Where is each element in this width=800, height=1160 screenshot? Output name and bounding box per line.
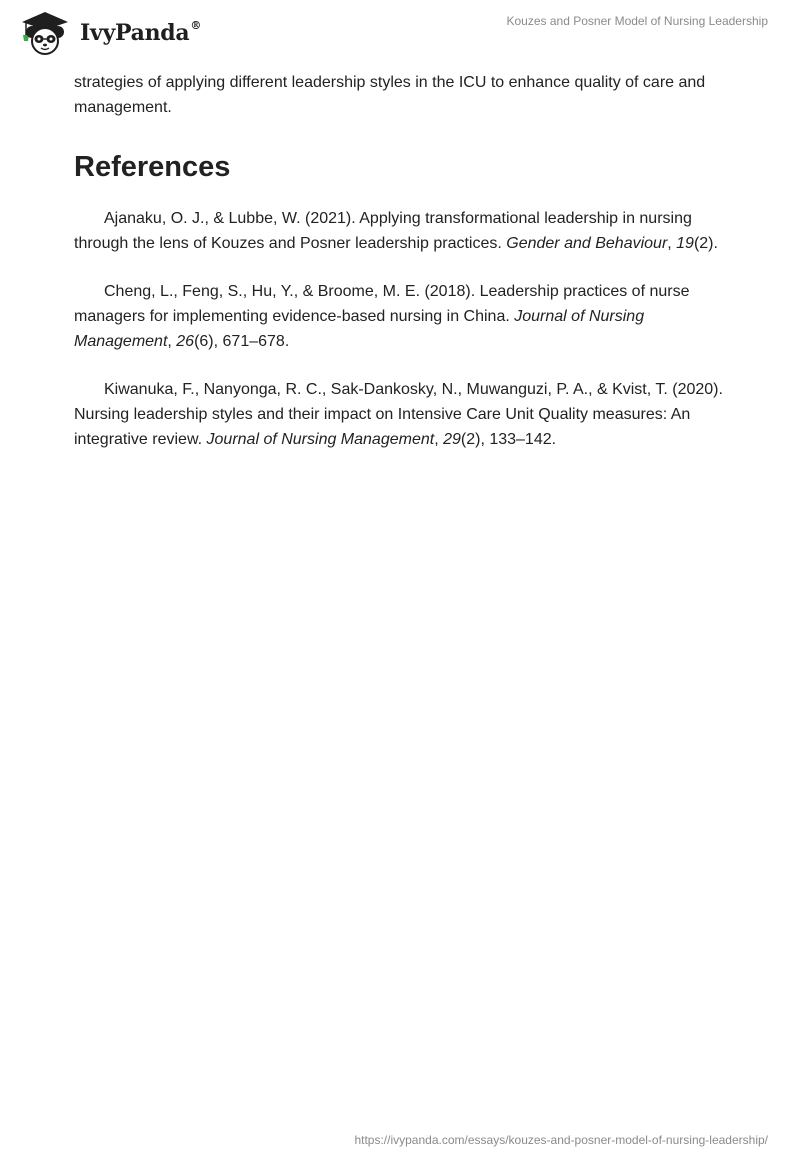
reference-item: Kiwanuka, F., Nanyonga, R. C., Sak-Dankosky, N., Muwanguzi, P. A., & Kvist, T. (2020). Nursing leadership styles and their impact on Intensive Care Unit Quality measures: An integrative review. Journal of Nursing Management, 29(2), 133–142. — [74, 381, 723, 448]
source-url-link[interactable]: https://ivypanda.com/essays/kouzes-and-posner-model-of-nursing-leadership/ — [354, 1133, 768, 1147]
page-content — [74, 70, 726, 452]
references-heading: References — [74, 151, 231, 183]
ivypanda-logo[interactable] — [14, 8, 201, 56]
page-header — [0, 0, 800, 60]
continued-paragraph: strategies of applying different leadership styles in the ICU to enhance quality of care and management. — [74, 74, 706, 116]
reference-item: Cheng, L., Feng, S., Hu, Y., & Broome, M. E. (2018). Leadership practices of nurse managers for implementing evidence-based nursing in China. Journal of Nursing Management, 26(6), 671–678. — [74, 283, 690, 350]
document-title: Kouzes and Posner Model of Nursing Leadership — [506, 14, 768, 28]
panda-mascot-icon — [14, 8, 76, 56]
brand-name: IvyPanda® — [80, 18, 202, 46]
reference-item: Ajanaku, O. J., & Lubbe, W. (2021). Applying transformational leadership in nursing through the lens of Kouzes and Posner leadership practices. Gender and Behaviour, 19(2). — [74, 210, 718, 252]
